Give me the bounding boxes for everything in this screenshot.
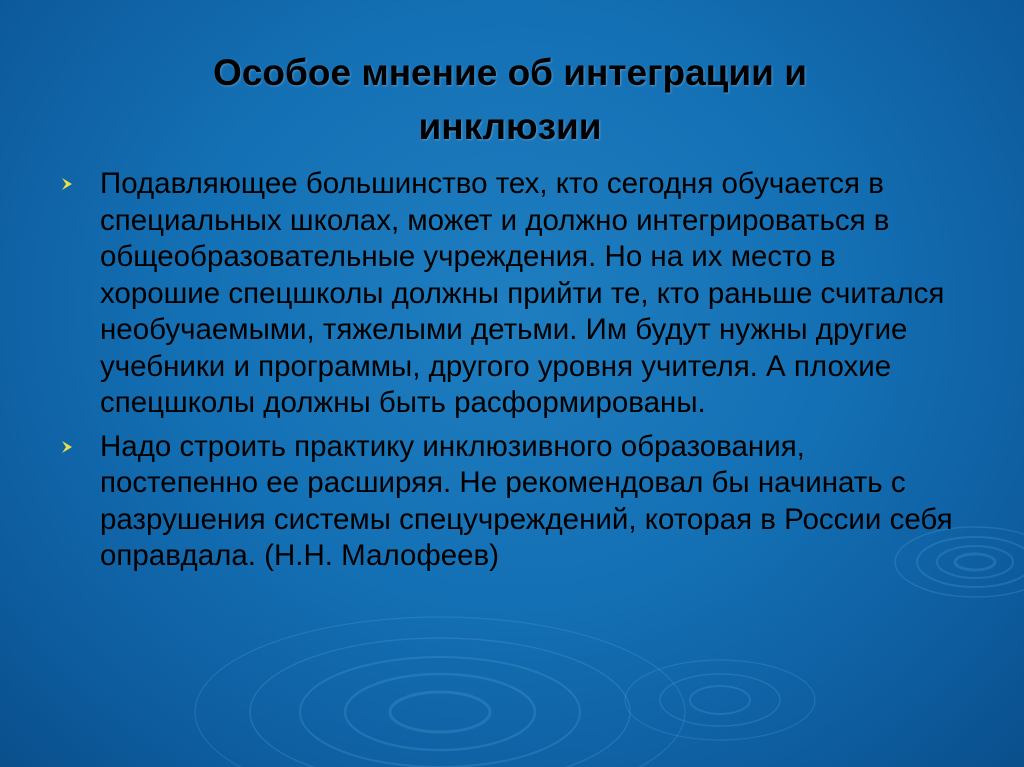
bullet-item bbox=[58, 429, 958, 575]
bullet-list bbox=[58, 166, 958, 582]
bullet-text: Надо строить практику инклюзивного образования, постепенно ее расширяя. Не рекомендовал бы начинать с разрушения системы спецучреждений, которая в России себя оправдала. (Н.Н. Малофеев) bbox=[100, 429, 953, 572]
slide-title: Особое мнение об интеграции и инклюзии bbox=[213, 52, 807, 147]
arrow-bullet-icon bbox=[58, 166, 78, 202]
bullet-text: Подавляющее большинство тех, кто сегодня обучается в специальных школах, может и должно интегрироваться в общеобразовательные учреждения. Но на их место в хорошие спецшколы должны прийти те, кто раньше считался необучаемыми, тяжелыми детьми. Им будут нужны другие учебники и программы, другого уровня учителя. А плохие спецшколы должны быть расформированы. bbox=[100, 167, 945, 419]
bullet-item bbox=[58, 166, 958, 422]
arrow-bullet-icon bbox=[58, 429, 78, 465]
